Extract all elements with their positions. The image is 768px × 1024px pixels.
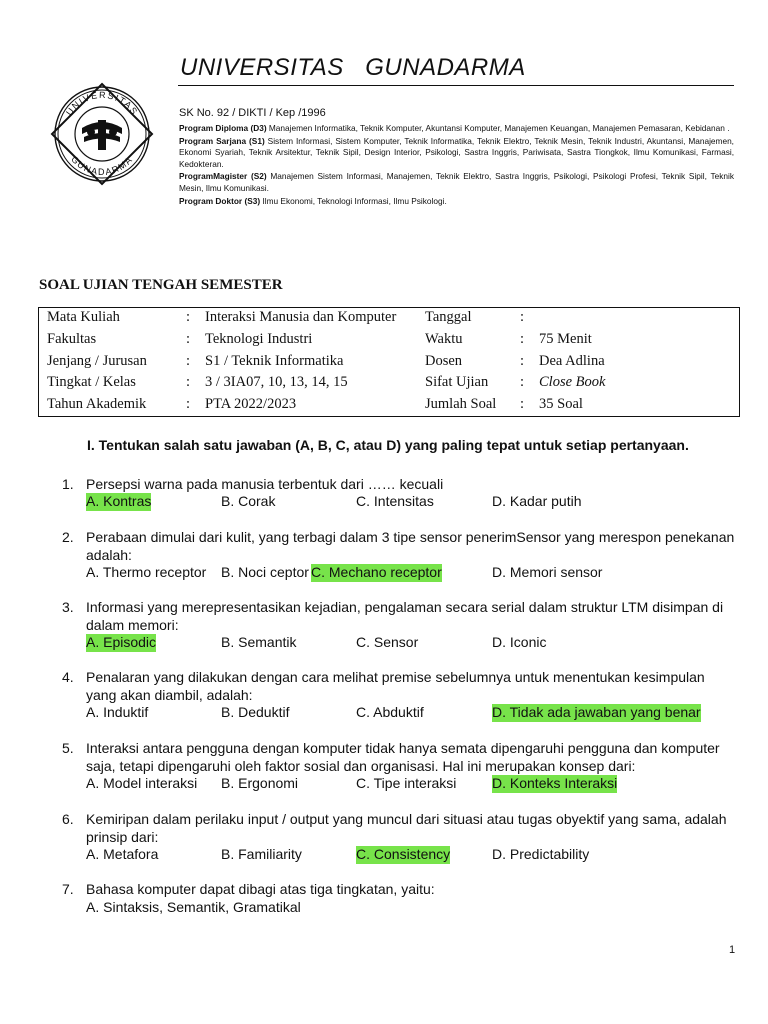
question-options [0,493,768,511]
option-d: D. Kadar putih [492,493,582,509]
option-d: D. Tidak ada jawaban yang benar [492,704,701,720]
logo-top-text: UNIVERSITAS [63,89,141,118]
info-colon: : [186,396,191,412]
info-colon: : [186,331,191,347]
question-number: 5. [62,740,74,756]
info-value: S1 / Teknik Informatika [205,353,344,369]
question-text: Penalaran yang dilakukan dengan cara melihat premise sebelumnya untuk menentukan kesimpulan yang akan diambil, adalah: [86,669,705,703]
info-colon: : [186,374,191,390]
question-text: Interaksi antara pengguna dengan komputer tidak hanya semata dipengaruhi pengguna dan komputer saja, tetapi dipengaruhi oleh faktor sosial dan organisasi. Hal ini merupakan konsep dari: [86,740,720,774]
question-number: 6. [62,811,74,827]
info-value: Interaksi Manusia dan Komputer [205,309,397,325]
exam-title: SOAL UJIAN TENGAH SEMESTER [39,277,283,293]
question-number: 1. [62,476,74,492]
info-value: 3 / 3IA07, 10, 13, 14, 15 [205,374,348,390]
sk-number: SK No. 92 / DIKTI / Kep /1996 [179,107,326,119]
program-label: Program Doktor (S3) [179,195,261,206]
info-row [39,353,739,375]
option-a: A. Sintaksis, Semantik, Gramatikal [86,899,301,915]
option-b: B. Familiarity [221,846,302,862]
option-d: D. Predictability [492,846,590,862]
program-text: Manajemen Sistem Informasi, Manajemen, Teknik Elektro, Sastra Inggris, Psikologi, Psikologi Profesi, Teknik Sipil, Teknik Mesin, Ilmu Komunikasi. [179,171,734,193]
option-b: B. Semantik [221,634,297,650]
program-s3 [179,196,734,208]
info-label: Fakultas [47,331,97,347]
option-c: C. Tipe interaksi [356,775,457,791]
option-b: B. Ergonomi [221,775,299,791]
info-value: 35 Soal [539,396,583,412]
question-number: 3. [62,599,74,615]
info-colon: : [520,309,525,325]
question-options [0,704,768,722]
info-label: Tingkat / Kelas [47,374,136,390]
info-value: 75 Menit [539,331,592,347]
info-row [39,331,739,353]
exam-info-table [38,307,740,417]
program-text: Sistem Informasi, Sistem Komputer, Teknik Informatika, Teknik Elektro, Teknik Mesin, Teknik Industri, Akuntansi, Manajemen, Ekonomi Syariah, Teknik Arsitektur, Teknik Sipil, Design Interior, Psikologi, Sastra Inggris, Pariwisata, Sastra Tiongkok, Ilmu Komunikasi, Farmasi, Kedokteran. [179,135,734,169]
option-b: B. Corak [221,493,276,509]
question-text: Bahasa komputer dapat dibagi atas tiga tingkatan, yaitu: [86,881,435,897]
info-label: Jumlah Soal [425,396,497,412]
question-options [0,775,768,793]
info-colon: : [520,374,525,390]
info-row [39,309,739,331]
option-b: B. Noci ceptor [221,564,309,580]
info-label: Tahun Akademik [47,396,147,412]
option-c: C. Intensitas [356,493,434,509]
option-a: A. Induktif [86,704,149,720]
question-text: Informasi yang merepresentasikan kejadian, pengalaman secara serial dalam struktur LTM disimpan di dalam memori: [86,599,724,633]
svg-text:GUNADARMA [69,154,135,177]
info-value: Teknologi Industri [205,331,313,347]
option-d: D. Memori sensor [492,564,603,580]
logo-bottom-text: GUNADARMA [69,154,135,177]
program-text: Ilmu Ekonomi, Teknologi Informasi, Ilmu Psikologi. [260,195,447,206]
program-text: Manajemen Informatika, Teknik Komputer, Akuntansi Komputer, Manajemen Keuangan, Manajemen Pemasaran, Kebidanan . [266,123,730,133]
question-number: 2. [62,529,74,545]
question-options [0,634,768,652]
info-colon: : [186,353,191,369]
option-a: A. Metafora [86,846,159,862]
info-value: PTA 2022/2023 [205,396,297,412]
header-rule [178,85,734,86]
info-value: Close Book [539,374,606,390]
info-label: Sifat Ujian [425,374,489,390]
info-colon: : [186,309,191,325]
option-c: C. Sensor [356,634,419,650]
svg-text:UNIVERSITAS [64,90,140,117]
program-label: Program Sarjana (S1) [179,135,265,146]
info-label: Tanggal [425,309,472,325]
option-d: D. Konteks Interaksi [492,775,618,791]
program-list [179,123,734,208]
option-a: A. Model interaksi [86,775,198,791]
info-value: Dea Adlina [539,353,605,369]
option-a: A. Thermo receptor [86,564,207,580]
question-text: Persepsi warna pada manusia terbentuk dari …… kecuali [86,476,444,492]
page-number: 1 [729,944,736,956]
question-number: 7. [62,881,74,897]
info-label: Jenjang / Jurusan [47,353,147,369]
info-row [39,374,739,396]
info-label: Dosen [425,353,463,369]
program-d3 [179,123,734,135]
option-d: D. Iconic [492,634,547,650]
info-row [39,396,739,418]
question-text: Kemiripan dalam perilaku input / output yang muncul dari situasi atau tugas obyektif yang sama, adalah prinsip dari: [86,811,727,845]
program-label: ProgramMagister (S2) [179,171,267,182]
program-s2 [179,171,734,194]
option-a: A. Kontras [86,493,152,509]
university-logo [50,82,154,186]
info-colon: : [520,353,525,369]
option-c: C. Consistency [356,846,451,862]
instruction: I. Tentukan salah satu jawaban (A, B, C, atau D) yang paling tepat untuk setiap pertanyaan. [87,437,689,453]
info-colon: : [520,396,525,412]
question-options [0,564,768,582]
question-number: 4. [62,669,74,685]
program-label: Program Diploma (D3) [179,123,267,133]
info-colon: : [520,331,525,347]
option-a: A. Episodic [86,634,157,650]
option-c: C. Abduktif [356,704,424,720]
question-text: Perabaan dimulai dari kulit, yang terbagi dalam 3 tipe sensor penerimSensor yang merespon penekanan adalah: [86,529,735,563]
program-s1 [179,136,734,171]
question-options [0,899,768,917]
info-label: Mata Kuliah [47,309,120,325]
option-c: C. Mechano receptor [311,564,442,580]
info-label: Waktu [425,331,463,347]
option-b: B. Deduktif [221,704,290,720]
question-options [0,846,768,864]
university-title: UNIVERSITAS GUNADARMA [180,54,526,81]
